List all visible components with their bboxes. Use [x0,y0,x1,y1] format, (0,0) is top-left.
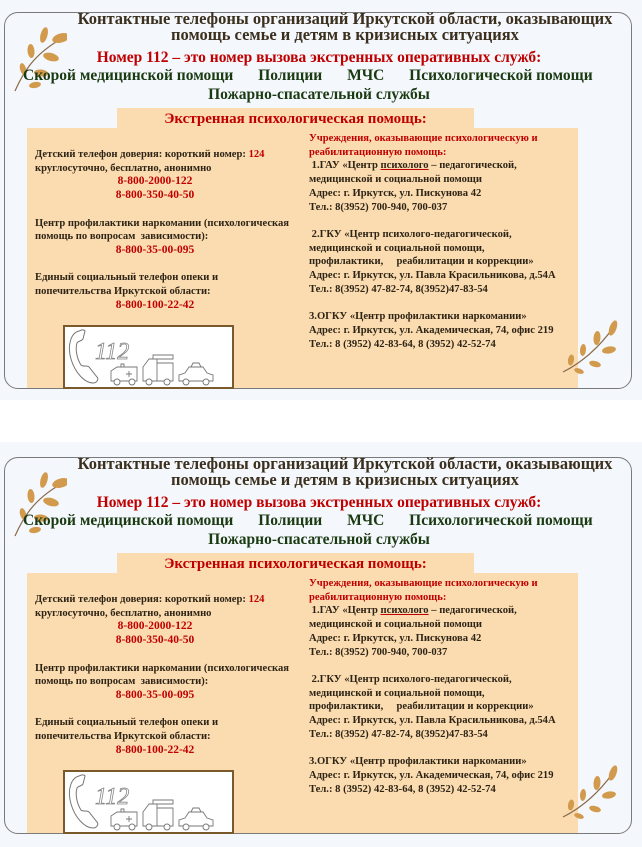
leaf-branch-icon [561,765,619,819]
image-112-text: 112 [95,339,130,365]
org-3-name: 3.ОГКУ «Центр профилактики наркомании» [309,756,527,768]
image-112-text: 112 [95,784,130,810]
org-3-address: Адрес: г. Иркутск, ул. Академическая, 74, офис 219 [309,324,554,336]
hotlines-column [35,593,315,757]
hotlines-column [35,148,315,312]
police-car-icon [179,808,213,830]
emergency-112-illustration [63,770,234,834]
phone-number: 8-800-35-00-095 [115,688,195,701]
service-item: Пожарно-спасательной службы [208,531,430,548]
org-2-name: медицинской и социальной помощи, [309,242,485,254]
org-2-name: 2.ГКУ «Центр психолого-педагогической, [309,673,512,685]
org-2-name: профилактики, реабилитации и коррекции» [309,701,534,713]
org-2-phone: Тел.: 8(3952) 47-82-74, 8(3952)47-83-54 [309,283,488,295]
service-item: Скорой медицинской помощи [23,67,234,84]
org-2-name: профилактики, реабилитации и коррекции» [309,256,534,268]
social-phone-label: попечительства Иркутской области: [35,286,211,297]
title-line-2: помощь семье и детям в кризисных ситуациях [171,470,519,489]
info-panel [27,128,578,388]
phone-number: 8-800-100-22-42 [115,298,195,311]
org-1-name: медицинской и социальной помощи [309,619,482,631]
social-phone-label: попечительства Иркутской области: [35,731,211,742]
title-line-2: помощь семье и детям в кризисных ситуациях [171,25,519,44]
org-3-phone: Тел.: 8 (3952) 42-83-64, 8 (3952) 42-52-74 [309,783,496,795]
phone-handset-icon [69,330,97,383]
fire-truck-icon [143,800,173,830]
page-title [65,456,625,488]
service-item: Психологической помощи [409,67,593,84]
hotline-description: круглосуточно, бесплатно, анонимно [35,162,212,174]
contact-card [4,454,632,834]
phone-number: 8-800-2000-122 [117,620,193,633]
org-2-name: 2.ГКУ «Центр психолого-педагогической, [309,228,512,240]
phone-number: 8-800-35-00-095 [115,243,195,256]
emergency-112-line: Номер 112 – это номер вызова экстренных оперативных служб: [96,49,542,66]
section-header: Экстренная психологическая помощь: [117,108,474,129]
service-item: МЧС [347,512,385,529]
org-1-address: Адрес: г. Иркутск, ул. Пискунова 42 [309,632,482,644]
fire-truck-icon [143,355,173,385]
org-2-address: Адрес: г. Иркутск, ул. Павла Красильникова, д.54А [309,715,556,727]
title-line-1: Контактные телефоны организаций Иркутской области, оказывающих [77,9,613,28]
phone-number: 8-800-350-40-50 [115,189,195,202]
service-item: МЧС [347,67,385,84]
org-3-name: 3.ОГКУ «Центр профилактики наркомании» [309,311,527,323]
phone-number: 8-800-350-40-50 [115,634,195,647]
org-1-name: медицинской и социальной помощи [309,174,482,186]
phone-handset-icon [69,775,97,828]
police-car-icon [179,363,213,385]
hotline-label: Детский телефон доверия: короткий номер: [35,594,246,605]
institutions-column [309,132,577,351]
service-item: Психологической помощи [409,512,593,529]
hotline-short-number: 124 [248,149,265,160]
info-panel [27,573,578,833]
org-1-phone: Тел.: 8(3952) 700-940, 700-037 [309,201,448,213]
org-2-address: Адрес: г. Иркутск, ул. Павла Красильникова, д.54А [309,270,556,282]
phone-number: 8-800-2000-122 [117,175,193,188]
phone-number: 8-800-100-22-42 [115,743,195,756]
ambulance-icon [111,364,137,385]
service-item: Скорой медицинской помощи [23,512,234,529]
org-2-name: медицинской и социальной помощи, [309,687,485,699]
org-1-name: 1.ГАУ «Центр психолого – педагогической, [309,605,517,617]
emergency-112-line: Номер 112 – это номер вызова экстренных оперативных служб: [96,494,542,511]
org-1-phone: Тел.: 8(3952) 700-940, 700-037 [309,646,448,658]
page-separator [0,400,642,442]
org-3-address: Адрес: г. Иркутск, ул. Академическая, 74, офис 219 [309,769,554,781]
hotline-label: Детский телефон доверия: короткий номер: [35,149,246,160]
narco-center-label: помощь по вопросам зависимости): [35,231,209,243]
institutions-heading: Учреждения, оказывающие психологическую и [309,578,538,589]
institutions-heading: Учреждения, оказывающие психологическую и [309,133,538,144]
service-item: Полиции [258,67,323,84]
narco-center-label: Центр профилактики наркомании (психологическая [35,217,290,229]
ambulance-icon [111,809,137,830]
services-list [23,67,614,85]
emergency-112-illustration [63,325,234,389]
service-item: Полиции [258,512,323,529]
section-header: Экстренная психологическая помощь: [117,553,474,574]
page-title [65,11,625,43]
narco-center-label: Центр профилактики наркомании (психологическая [35,662,290,674]
institutions-heading: реабилитационную помощь: [309,146,447,158]
org-1-name: 1.ГАУ «Центр психолого – педагогической, [309,160,517,172]
hotline-short-number: 124 [248,594,265,605]
social-phone-label: Единый социальный телефон опеки и [35,272,219,284]
narco-center-label: помощь по вопросам зависимости): [35,676,209,688]
org-2-phone: Тел.: 8(3952) 47-82-74, 8(3952)47-83-54 [309,728,488,740]
title-line-1: Контактные телефоны организаций Иркутской области, оказывающих [77,454,613,473]
service-item: Пожарно-спасательной службы [208,86,430,103]
social-phone-label: Единый социальный телефон опеки и [35,717,219,729]
contact-card [4,9,632,389]
hotline-description: круглосуточно, бесплатно, анонимно [35,607,212,619]
leaf-branch-icon [561,320,619,374]
services-list [23,512,614,530]
org-1-address: Адрес: г. Иркутск, ул. Пискунова 42 [309,187,482,199]
org-3-phone: Тел.: 8 (3952) 42-83-64, 8 (3952) 42-52-74 [309,338,496,350]
institutions-column [309,577,577,796]
institutions-heading: реабилитационную помощь: [309,591,447,603]
